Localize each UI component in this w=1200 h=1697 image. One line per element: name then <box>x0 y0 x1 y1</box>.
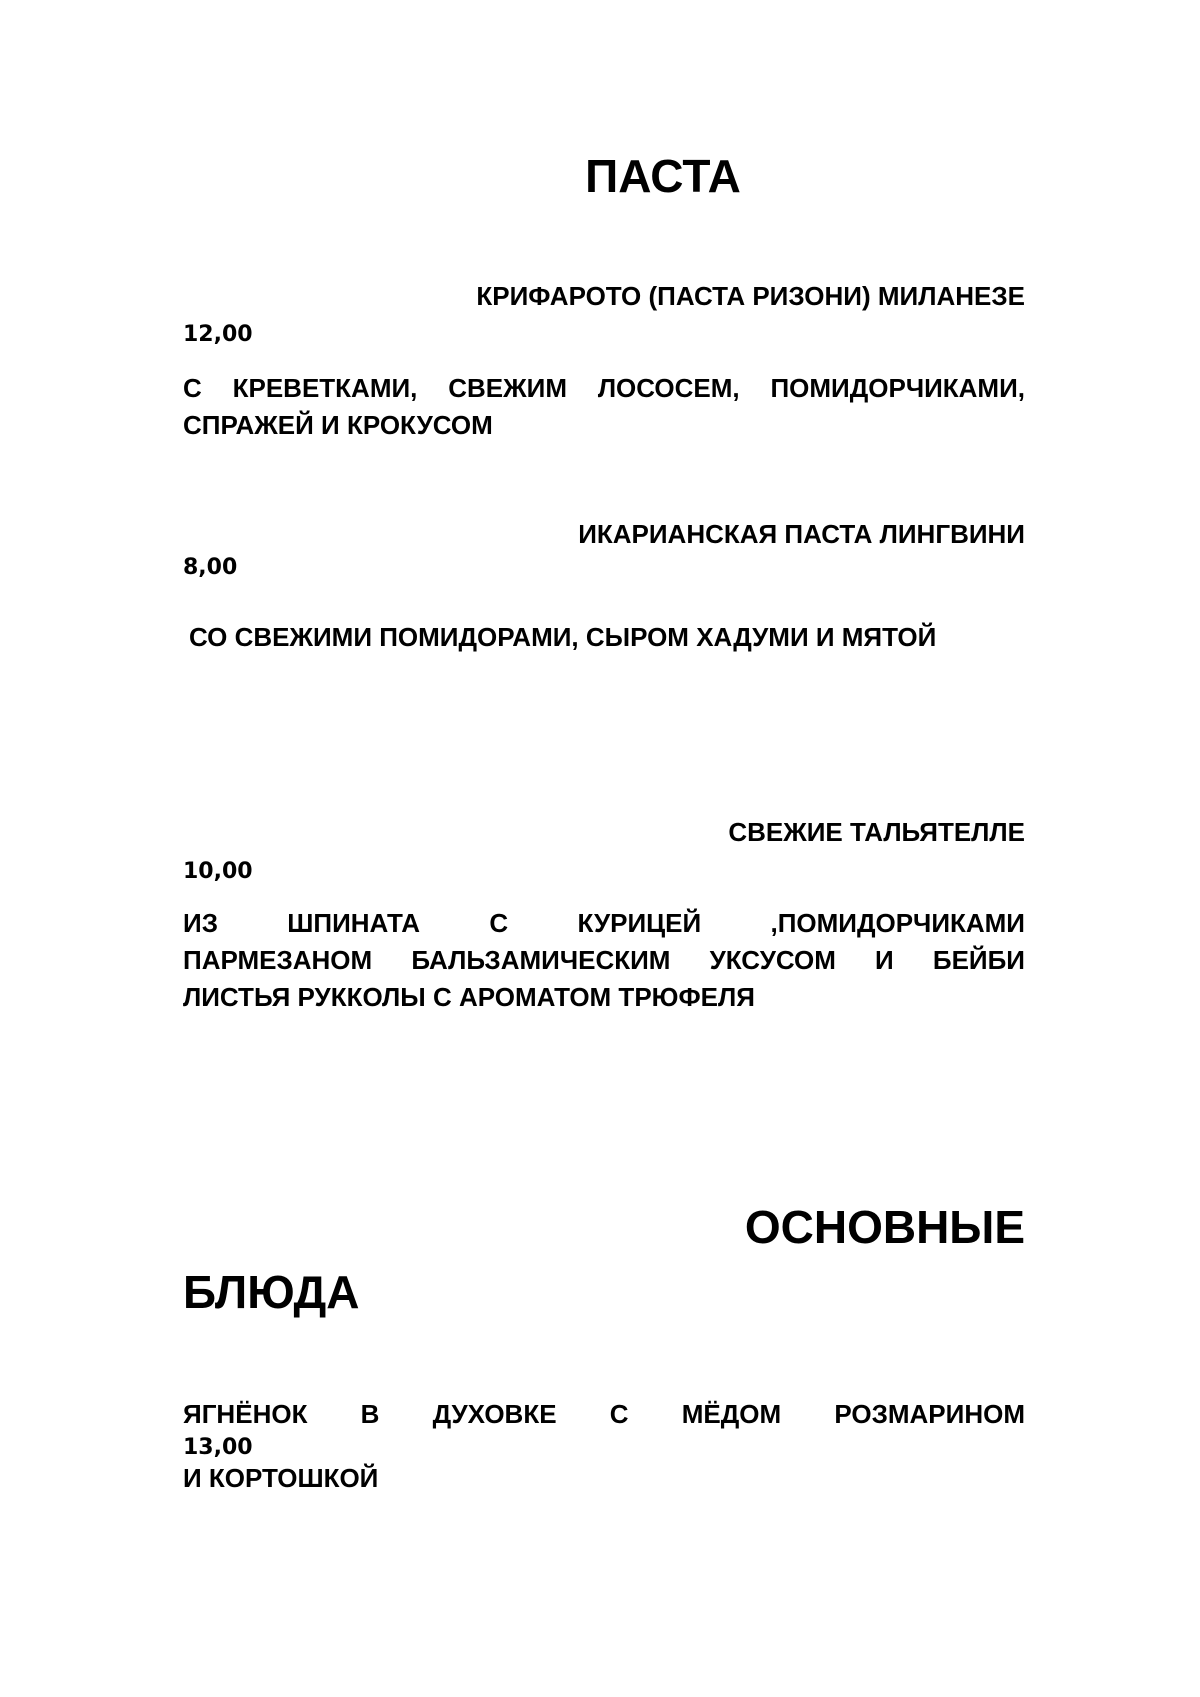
dish-description-line: ЛИСТЬЯ РУККОЛЫ С АРОМАТОМ ТРЮФЕЛЯ <box>183 982 755 1012</box>
dish-name-ikarian-linguine: ИКАРИАНСКАЯ ПАСТА ЛИНГВИНИ <box>578 519 1025 549</box>
dish-description-tagliatelle <box>183 905 1025 1016</box>
dish-price-tagliatelle: 10,00 <box>183 859 253 884</box>
dish-price-krifaroto: 12,00 <box>183 322 253 347</box>
dish-description-line: ИЗ ШПИНАТА С КУРИЦЕЙ ,ПОМИДОРЧИКАМИ <box>183 908 1025 938</box>
dish-description-line: ПАРМЕЗАНОМ БАЛЬЗАМИЧЕСКИМ УКСУСОМ И БЕЙБИ <box>183 945 1025 975</box>
mains-section-title-line-1: ОСНОВНЫЕ <box>744 1201 1025 1253</box>
dish-description-krifaroto <box>183 370 1025 444</box>
dish-name-tagliatelle: СВЕЖИЕ ТАЛЬЯТЕЛЛЕ <box>728 817 1025 847</box>
dish-name-lamb: ЯГНЁНОК В ДУХОВКЕ С МЁДОМ РОЗМАРИНОМ <box>183 1399 1025 1429</box>
dish-name-krifaroto: КРИФАРОТО (ПАСТА РИЗОНИ) МИЛАНЕЗЕ <box>476 281 1025 311</box>
dish-description-line: И КОРТОШКОЙ <box>183 1463 379 1493</box>
dish-description-line: СО СВЕЖИМИ ПОМИДОРАМИ, СЫРОМ ХАДУМИ И МЯТОЙ <box>189 622 937 652</box>
dish-price-lamb: 13,00 <box>183 1435 253 1460</box>
pasta-section-title: ПАСТА <box>585 150 741 202</box>
dish-description-ikarian-linguine <box>189 619 1031 656</box>
mains-section-title-line-2: БЛЮДА <box>183 1266 360 1318</box>
dish-description-line: СПРАЖЕЙ И КРОКУСОМ <box>183 410 493 440</box>
dish-price-ikarian-linguine: 8,00 <box>183 555 238 580</box>
dish-description-lamb <box>183 1460 1025 1497</box>
dish-description-line: С КРЕВЕТКАМИ, СВЕЖИМ ЛОСОСЕМ, ПОМИДОРЧИКАМИ, <box>183 373 1025 403</box>
